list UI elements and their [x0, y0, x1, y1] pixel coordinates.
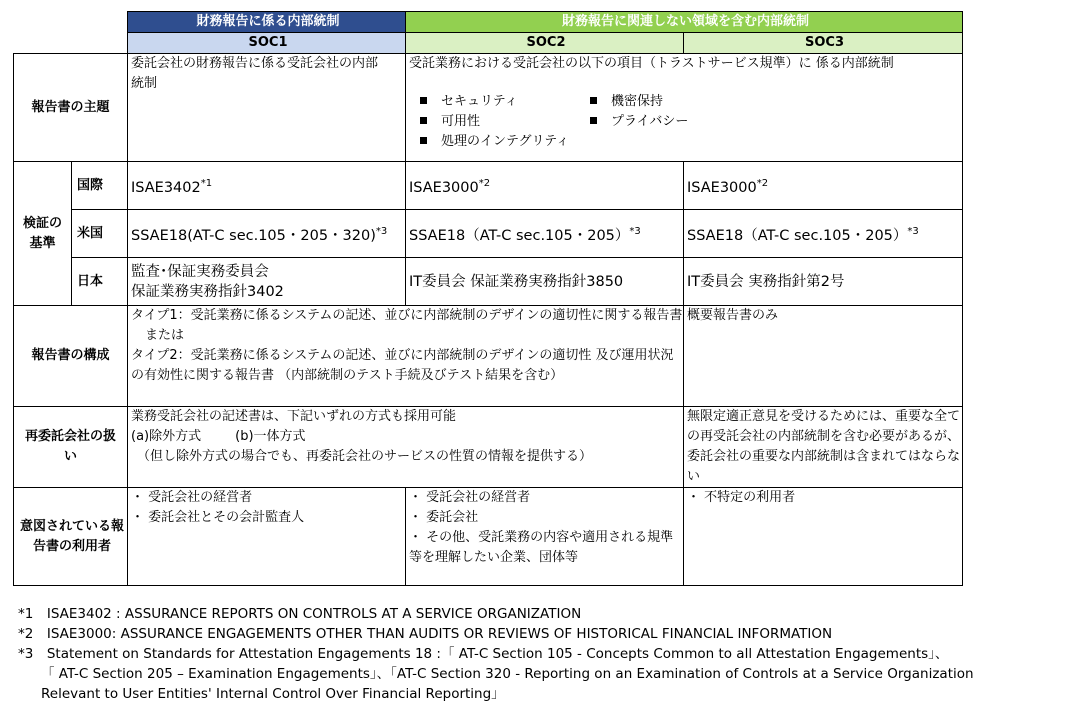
footnote-3-cont2: Relevant to User Entities' Internal Control Over Financial Reporting」 [41, 686, 505, 702]
subservice-line1: 業務受託会社の記述書は、下記いずれの方式も採用可能 [131, 409, 457, 424]
criteria-intl-soc3: ISAE3000$^{*2}$ [684, 162, 963, 210]
row-header-subject: 報告書の主題 [14, 54, 128, 162]
users-item: ・ 受託会社の経営者 [409, 490, 531, 505]
square-bullet-icon [420, 117, 427, 124]
users-soc1 [128, 488, 406, 586]
users-soc2 [406, 488, 684, 586]
structure-soc1-soc2 [128, 306, 684, 407]
subject-soc1 [128, 54, 406, 162]
users-soc3 [684, 488, 963, 586]
column-header-soc2: SOC2 [406, 33, 684, 54]
subservice-soc1-soc2 [128, 407, 684, 488]
criteria-intl-soc2: ISAE3000$^{*2}$ [406, 162, 684, 210]
users-item: ・ その他、受託業務の内容や適用される規準等を理解したい企業、団体等 [409, 530, 674, 565]
square-bullet-icon [590, 97, 597, 104]
trust-item: セキュリティ [420, 92, 590, 112]
structure-soc3: 概要報告書のみ [684, 306, 963, 407]
footnote-3-cont: 「 AT-C Section 205 – Examination Engagements」、「AT-C Section 320 - Reporting on an Examination of Controls at a Service Organization [41, 666, 974, 682]
structure-or: または [145, 328, 185, 343]
column-header-soc3: SOC3 [684, 33, 963, 54]
criteria-intl-label: 国際 [72, 162, 128, 210]
structure-type2: タイプ2：受託業務に係るシステムの記述、並びに内部統制のデザインの適切性 及び運用状況の有効性に関する報告書 （内部統制のテスト手続及びテスト結果を含む） [131, 348, 674, 383]
trust-item: 機密保持 [590, 92, 790, 112]
subservice-soc3: 無限定適正意見を受けるためには、重要な全ての再受託会社の内部統制を含む必要があるが、委託会社の重要な内部統制は含まれてはならない [684, 407, 963, 488]
users-item: ・ 不特定の利用者 [687, 490, 796, 505]
trust-item: 処理のインテグリティ [420, 132, 590, 152]
criteria-jp-soc1: 監査･保証実務委員会 保証業務実務指針3402 [128, 258, 406, 306]
trust-item: プライバシー [590, 112, 790, 132]
footnote-1: *1 ISAE3402 : ASSURANCE REPORTS ON CONTROLS AT A SERVICE ORGANIZATION [18, 606, 582, 622]
users-item: ・ 委託会社とその会計監査人 [131, 510, 305, 525]
soc-comparison-table [13, 11, 963, 586]
criteria-us-soc1: SSAE18(AT-C sec.105・205・320)$^{*3}$ [128, 210, 406, 258]
subject-soc1-text: 委託会社の財務報告に係る受託会社の内部統制 [131, 56, 379, 91]
criteria-us-soc2: SSAE18（AT-C sec.105・205）$^{*3}$ [406, 210, 684, 258]
subject-intro: 受託業務における受託会社の以下の項目（トラストサービス規準）に 係る内部統制 [409, 56, 894, 71]
row-header-structure: 報告書の構成 [14, 306, 128, 407]
square-bullet-icon [420, 137, 427, 144]
column-header-soc1: SOC1 [128, 33, 406, 54]
subservice-methods: (a)除外方式 (b)一体方式 [131, 429, 306, 444]
criteria-intl-soc1: ISAE3402$^{*1}$ [128, 162, 406, 210]
trust-item: 可用性 [420, 112, 590, 132]
structure-type1: タイプ1：受託業務に係るシステムの記述、並びに内部統制のデザインの適切性に関する報告書 [131, 308, 683, 323]
users-item: ・ 受託会社の経営者 [131, 490, 253, 505]
trust-criteria-list [420, 92, 962, 152]
row-header-users: 意図されている報告書の利用者 [14, 488, 128, 586]
criteria-us-soc3: SSAE18（AT-C sec.105・205）$^{*3}$ [684, 210, 963, 258]
users-item: ・ 委託会社 [409, 510, 479, 525]
square-bullet-icon [590, 117, 597, 124]
footnote-2: *2 ISAE3000: ASSURANCE ENGAGEMENTS OTHER THAN AUDITS OR REVIEWS OF HISTORICAL FINANCIAL INFORMATION [18, 626, 833, 642]
criteria-jp-label: 日本 [72, 258, 128, 306]
subservice-line3: （但し除外方式の場合でも、再委託会社のサービスの性質の情報を提供する） [137, 449, 593, 464]
header-nonfinancial-controls: 財務報告に関連しない領域を含む内部統制 [406, 12, 963, 33]
row-header-criteria: 検証の基準 [14, 162, 72, 306]
criteria-jp-soc3: IT委員会 実務指針第2号 [684, 258, 963, 306]
row-header-subservice: 再委託会社の扱い [14, 407, 128, 488]
square-bullet-icon [420, 97, 427, 104]
criteria-jp-soc2: IT委員会 保証業務実務指針3850 [406, 258, 684, 306]
footnote-3: *3 Statement on Standards for Attestation Engagements 18 :「 AT-C Section 105 - Concepts Common to all Attestation Engagements」、 [18, 646, 949, 662]
blank-corner [14, 12, 128, 33]
subject-soc2-soc3 [406, 54, 963, 162]
header-financial-controls: 財務報告に係る内部統制 [128, 12, 406, 33]
footnotes [18, 604, 1078, 704]
criteria-us-label: 米国 [72, 210, 128, 258]
blank-corner-2 [14, 33, 128, 54]
